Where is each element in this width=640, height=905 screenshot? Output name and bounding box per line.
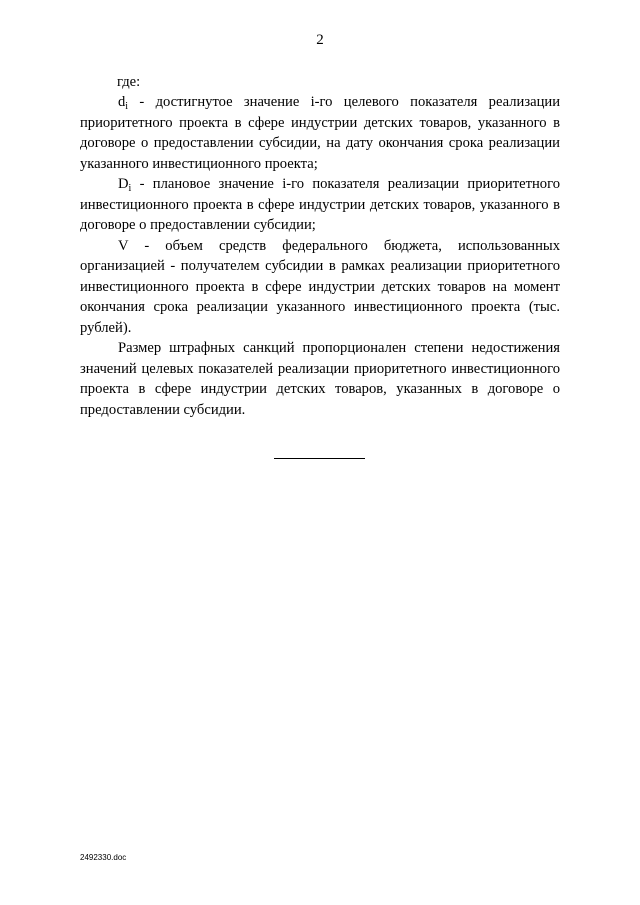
definition-text: - объем средств федерального бюджета, использованных организацией - получателем субсидии в рамках реализации приоритетного инвестиционного проекта в сфере индустрии детских товаров на момент окончания срока реализации указанного инвестиционного проекта (тыс. рублей).	[80, 237, 560, 336]
definition-V	[80, 236, 560, 339]
definition-d	[80, 92, 560, 174]
page-number: 2	[316, 32, 324, 48]
definition-symbol: V	[118, 237, 129, 254]
definition-text: - плановое значение i-го показателя реализации приоритетного инвестиционного проекта в сфере индустрии детских товаров, указанного в договоре о предоставлении субсидии;	[80, 176, 560, 233]
definition-D	[80, 174, 560, 236]
intro-where: где:	[117, 74, 141, 90]
definition-symbol: D	[118, 176, 129, 192]
definition-text: - достигнутое значение i-го целевого показателя реализации приоритетного проекта в сфере индустрии детских товаров, указанного в договоре о предоставлении субсидии, на дату окончания срока реализации указанного инвестиционного проекта;	[80, 94, 560, 172]
definition-subscript: i	[125, 101, 129, 112]
closing-paragraph: Размер штрафных санкций пропорционален степени недостижения значений целевых показателей реализации приоритетного инвестиционного проекта в сфере индустрии детских товаров, указанных в договоре о предоставлении субсидии.	[80, 340, 560, 418]
end-divider	[274, 458, 365, 459]
definition-symbol: d	[118, 94, 126, 110]
document-body	[80, 92, 560, 420]
definition-subscript: i	[128, 183, 132, 194]
footer-filename: 2492330.doc	[80, 853, 127, 862]
